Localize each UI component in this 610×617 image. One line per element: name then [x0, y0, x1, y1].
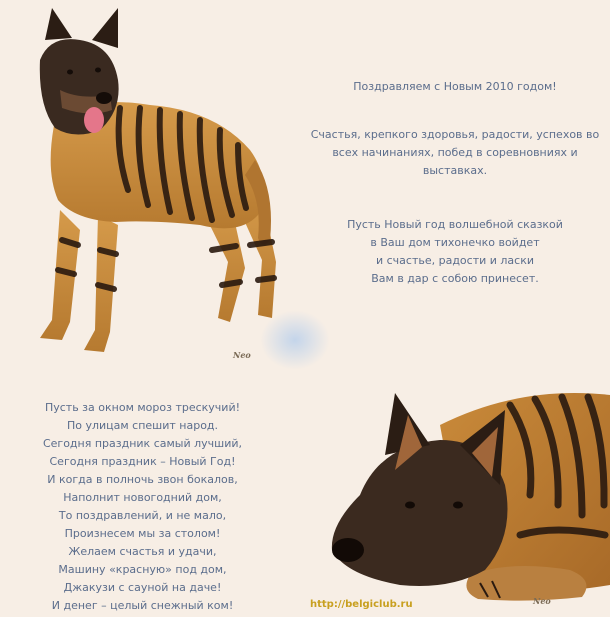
- verse-line: Пусть Новый год волшебной сказкой: [347, 218, 563, 231]
- verse-line: в Ваш дом тихонечко войдет: [370, 236, 540, 249]
- blue-glow-decoration: [260, 310, 330, 370]
- poem-line: Джакузи с сауной на даче!: [63, 581, 222, 594]
- poem-line: Наполнит новогодний дом,: [63, 491, 222, 504]
- poem-line: Сегодня праздник самый лучший,: [42, 437, 243, 450]
- artist-credit-bottom: Neo: [533, 596, 551, 606]
- poem-line: По улицам спешит народ.: [66, 419, 219, 432]
- poem-line: И денег – целый снежный ком!: [51, 599, 234, 612]
- lying-tiger-dog-image: [320, 385, 610, 615]
- poem-line: Пусть за окном мороз трескучий!: [44, 401, 241, 414]
- greeting-title: [300, 78, 610, 96]
- poem: [0, 399, 285, 615]
- standing-tiger-dog-image: [0, 0, 300, 370]
- wishes-line: всех начинаниях, побед в соревновниях и: [332, 146, 578, 159]
- verse-line: и счастье, радости и ласки: [375, 254, 535, 267]
- site-url-link[interactable]: http://belgiclub.ru: [310, 599, 413, 610]
- poem-line: Желаем счастья и удачи,: [68, 545, 217, 558]
- artist-credit-top: Neo: [233, 350, 251, 360]
- verse-line: Вам в дар с собою принесет.: [371, 272, 539, 285]
- wishes-line: выставках.: [422, 164, 488, 177]
- verse-one: [300, 216, 610, 288]
- wishes-line: Счастья, крепкого здоровья, радости, успехов во: [310, 128, 600, 141]
- poem-line: Произнесем мы за столом!: [64, 527, 221, 540]
- wishes-paragraph: [300, 126, 610, 180]
- poem-line: То поздравлений, и не мало,: [58, 509, 227, 522]
- poem-line: И когда в полночь звон бокалов,: [47, 473, 238, 486]
- greeting-line: Поздравляем с Новым 2010 годом!: [353, 80, 557, 93]
- poem-line: Машину «красную» под дом,: [58, 563, 227, 576]
- poem-line: Сегодня праздник – Новый Год!: [49, 455, 236, 468]
